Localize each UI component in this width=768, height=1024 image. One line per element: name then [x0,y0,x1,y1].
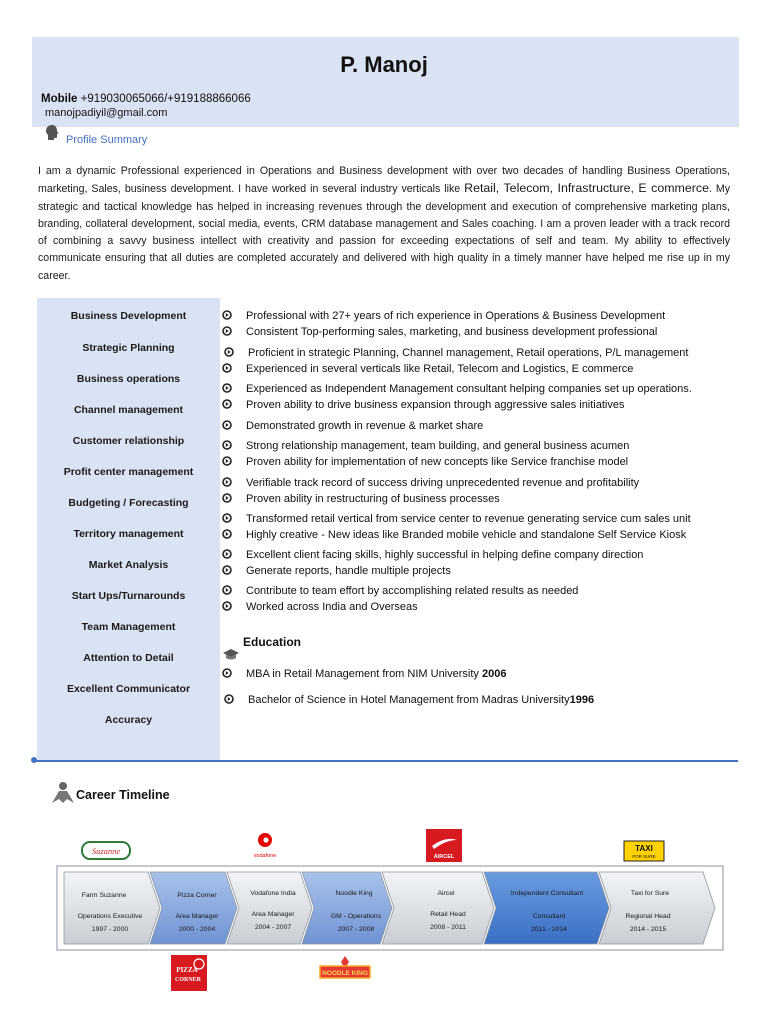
svg-text:vodafone: vodafone [253,853,277,859]
list-item: Proven ability in restructuring of business processes [246,493,500,505]
timeline-segment [484,872,609,944]
svg-text:FOR SURE: FOR SURE [632,854,656,859]
list-item: Proven ability to drive business expansion through aggressive sales initiatives [246,399,625,411]
skill-item: Market Analysis [88,559,169,571]
noodle-king-logo [318,955,372,986]
timeline-company: Farm Suzanne [81,892,127,899]
timeline-segment [599,872,715,944]
timeline-period: 2011 - 2014 [531,926,567,933]
list-item: Experienced in several verticals like Retail, Telecom and Logistics, E commerce [246,363,633,375]
pizza-corner-logo [171,955,207,991]
aircel-logo [426,829,462,862]
svg-text:Suzanne: Suzanne [91,846,121,856]
svg-text:AIRCEL: AIRCEL [433,854,455,860]
email[interactable]: manojpadiyil@gmail.com [45,107,168,119]
timeline-role: Retail Head [430,911,466,918]
timeline-role: Consultant [532,913,566,920]
timeline-segment [382,872,494,944]
skill-item: Business Development [70,310,187,322]
list-item: Generate reports, handle multiple projects [246,565,451,577]
list-item: Proficient in strategic Planning, Channel management, Retail operations, P/L management [248,347,688,359]
education-title: Education [243,635,302,649]
svg-text:TAXI: TAXI [635,844,653,853]
candidate-name: P. Manoj [340,52,428,77]
list-item: Proven ability for implementation of new concepts like Service franchise model [246,456,628,468]
list-item: Strong relationship management, team building, and general business acumen [246,440,629,452]
mobile-label: Mobile [41,93,78,105]
skill-item: Customer relationship [72,435,185,447]
timeline-period: 2008 - 2011 [430,924,466,931]
timeline-segment [302,872,392,944]
timeline-period: 2007 - 2008 [337,926,375,933]
skill-item: Strategic Planning [82,342,175,354]
timeline-segment [227,872,312,944]
timeline-period: 2004 - 2007 [254,924,292,931]
timeline-period: 2014 - 2015 [629,926,667,933]
list-item: Highly creative - New ideas like Branded mobile vehicle and standalone Self Service Kiosk [246,529,686,541]
skill-item: Start Ups/Turnarounds [71,590,186,602]
list-item: Excellent client facing skills, highly successful in helping define company direction [246,549,643,561]
timeline-period: 1997 - 2000 [91,926,129,933]
list-item: Professional with 27+ years of rich experience in Operations & Business Development [246,310,665,322]
timeline-role: GM - Operations [330,913,382,920]
suzanne-logo [82,842,130,859]
list-item: Contribute to team effort by accomplishing related results as needed [246,585,578,597]
skill-item: Team Management [81,621,176,633]
timeline-segment [150,872,237,944]
profile-summary-title: Profile Summary [66,134,148,146]
skill-item: Accuracy [104,714,153,726]
list-item: Transformed retail vertical from service center to revenue generating service cum sales unit [246,513,691,525]
skill-item: Attention to Detail [83,652,174,664]
summary-verticals: Retail, Telecom, Infrastructure, E commerce [464,181,709,196]
vodafone-logo [248,828,282,862]
list-item: Verifiable track record of success driving unprecedented revenue and profitability [246,477,639,489]
timeline-company: Aircel [437,890,455,897]
timeline-company: Vodafone India [250,890,296,897]
summary-part-1: I am a dynamic Professional experienced in Operations and Business development with over two decades of handling Business Operations, marketing, Sales, business development. I have worked in several industry verticals like [38,165,730,196]
list-item: Experienced as Independent Management consultant helping companies set up operations. [246,383,692,395]
list-item: Demonstrated growth in revenue & market share [246,420,483,432]
timeline-company: Independent Consultant [510,890,584,897]
timeline-company: Noodle King [335,890,373,897]
timeline-role: Operations Executive [77,913,143,920]
skill-item: Channel management [73,404,184,416]
taxi-for-sure-logo [624,841,664,861]
svg-text:PIZZA: PIZZA [176,966,198,974]
timeline-segment [64,872,160,944]
list-item: Consistent Top-performing sales, marketing, and business development professional [246,326,657,338]
skill-item: Business operations [76,373,181,385]
summary-part-2: . My strategic and tactical knowledge has helped in increasing revenues through the development and execution of comprehensive marketing plans, branding, collateral development, social media, events, CRM database management and Sales coaching. I am a proven leader with a track record of combining a savvy business intellect with creativity and passion for exceeding expectations of self and team. My ability to effectively communicate ensuring that all duties are completed accurately and delivered with high quality in a timely manner have helped me rise up in my career. [38,183,730,282]
svg-text:NOODLE KING: NOODLE KING [322,970,368,977]
skill-item: Budgeting / Forecasting [68,497,189,509]
skill-item: Excellent Communicator [66,683,191,695]
timeline-period: 2000 - 2004 [178,926,216,933]
education-item: Bachelor of Science in Hotel Management from Madras University1996 [248,694,594,706]
timeline-role: Area Manager [175,913,219,920]
timeline-company: Pizza Corner [177,892,217,899]
mobile-value: +919030065066/+919188866066 [77,93,251,105]
skill-item: Profit center management [63,466,194,478]
list-item: Worked across India and Overseas [246,601,418,613]
skill-item: Territory management [73,528,184,540]
career-timeline-title: Career Timeline [76,788,170,802]
education-item: MBA in Retail Management from NIM University 2006 [246,668,506,680]
timeline-role: Area Manager [251,911,295,918]
svg-text:CORNER: CORNER [174,977,202,983]
timeline-role: Regional Head [625,913,671,920]
timeline-company: Taxi for Sure [630,890,670,897]
